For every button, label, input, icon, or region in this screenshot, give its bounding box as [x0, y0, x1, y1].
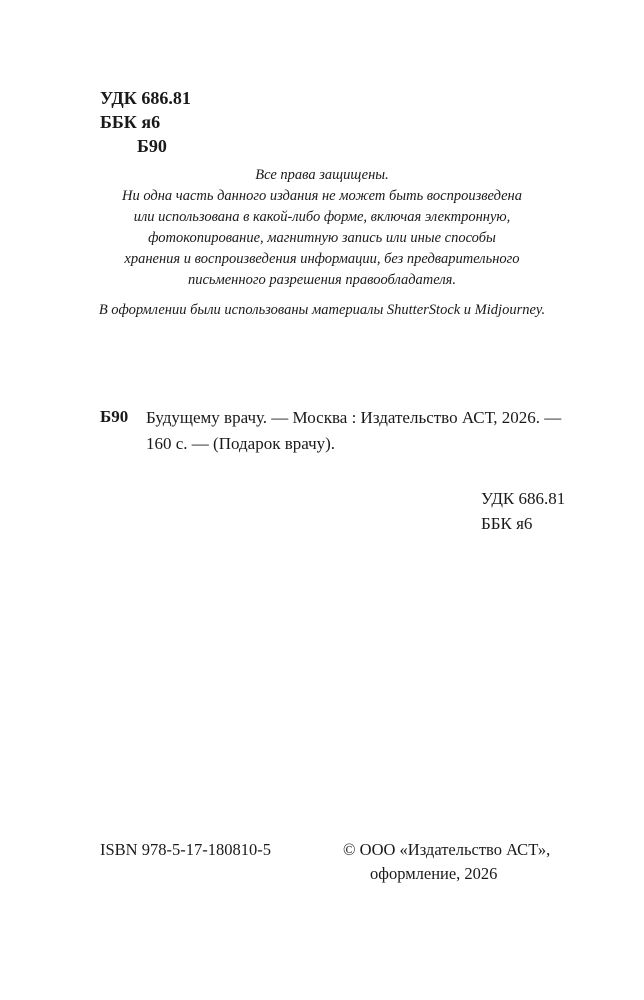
rights-notice-line: или использована в какой-либо форме, включая электронную, — [133, 209, 511, 225]
catalog-udk-code: УДК 686.81 — [481, 489, 566, 508]
copyright-line: оформление, 2026 — [370, 864, 498, 883]
catalog-entry-line: Будущему врачу. — Москва : Издательство АСТ, 2026. — — [146, 408, 562, 427]
catalog-classification-codes — [481, 486, 565, 536]
udk-code: УДК 686.81 — [100, 88, 191, 108]
rights-notice-line: Все права защищены. — [255, 167, 389, 183]
rights-notice-line: письменного разрешения правообладателя. — [187, 272, 457, 288]
copyright-notice — [343, 838, 550, 886]
isbn-number: ISBN 978-5-17-180810-5 — [100, 840, 271, 859]
catalog-bbk-code: ББК я6 — [481, 514, 533, 533]
copyright-line: © ООО «Издательство АСТ», — [343, 840, 551, 859]
header-classification-codes — [100, 86, 191, 158]
rights-notice-line: хранения и воспроизведения информации, без предварительного — [124, 251, 520, 267]
catalog-entry-line: 160 с. — (Подарок врачу). — [146, 434, 336, 453]
rights-notice — [80, 165, 564, 291]
design-credits-note: В оформлении были использованы материалы ShutterStock и Midjourney. — [98, 302, 546, 318]
catalog-entry-description — [146, 405, 561, 457]
rights-notice-line: Ни одна часть данного издания не может быть воспроизведена — [121, 188, 523, 204]
catalog-entry-code: Б90 — [100, 407, 129, 426]
rights-notice-line: фотокопирование, магнитную запись или иные способы — [148, 230, 496, 246]
author-mark: Б90 — [137, 136, 167, 156]
bbk-code: ББК я6 — [100, 112, 161, 132]
